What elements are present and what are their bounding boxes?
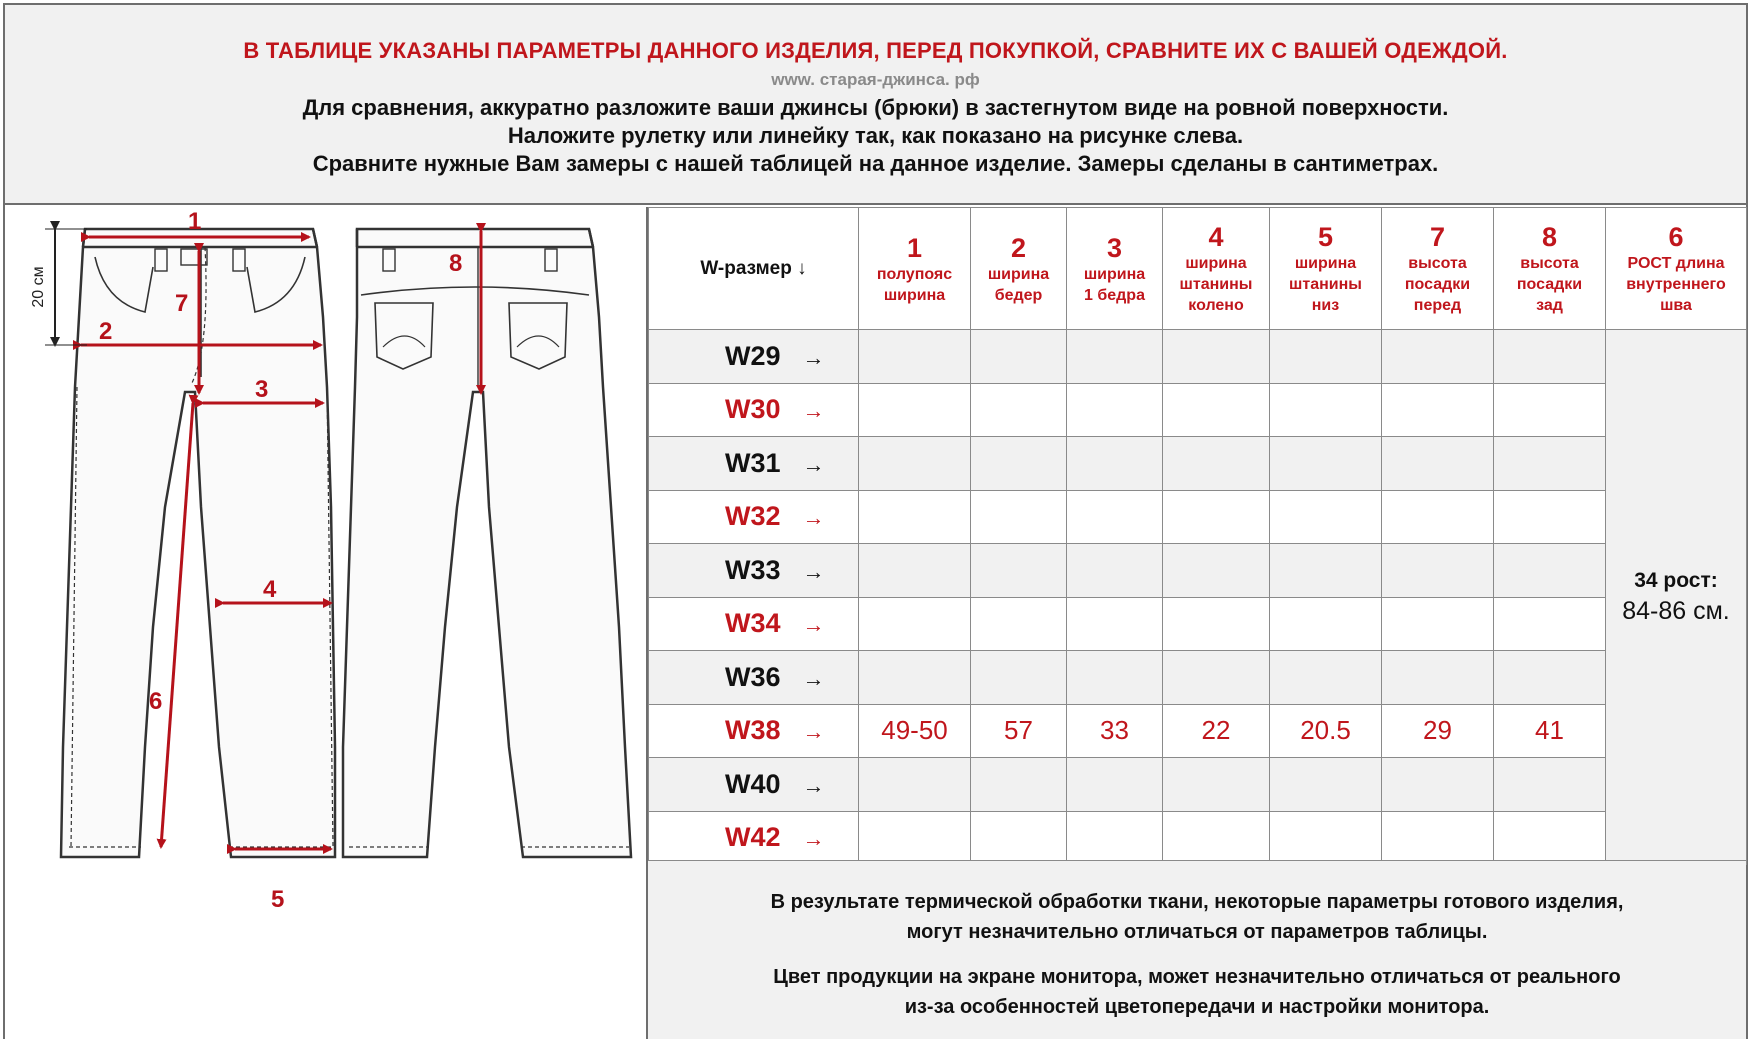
scale-label: 20 см bbox=[30, 266, 47, 308]
header-col-1: 1 полупояс ширина bbox=[859, 208, 971, 330]
label-6: 6 bbox=[149, 688, 163, 715]
value-cell bbox=[1067, 811, 1163, 865]
value-cell bbox=[859, 597, 971, 651]
header-size: W-размер ↓ bbox=[649, 208, 859, 330]
instruction-line-3: Сравните нужные Вам замеры с нашей таблицей на данное изделие. Замеры сделаны в сантиметрах. bbox=[312, 151, 1439, 176]
label-5: 5 bbox=[271, 886, 285, 913]
value-cell bbox=[1494, 383, 1606, 437]
label-7: 7 bbox=[175, 290, 189, 317]
value-cell bbox=[1270, 597, 1382, 651]
value-cell bbox=[971, 383, 1067, 437]
header-col-6: 6 РОСТ длина внутреннего шва bbox=[1606, 208, 1747, 330]
rost-cell: 34 рост: 84-86 см. bbox=[1606, 330, 1747, 865]
table-row bbox=[649, 544, 1747, 598]
header-col-3: 3 ширина 1 бедра bbox=[1067, 208, 1163, 330]
value-cell bbox=[859, 383, 971, 437]
value-cell bbox=[1382, 490, 1494, 544]
value-cell bbox=[1494, 651, 1606, 705]
value-cell bbox=[971, 651, 1067, 705]
value-cell bbox=[1067, 758, 1163, 812]
right-arrow-icon: → bbox=[802, 772, 825, 798]
size-cell: W38 → bbox=[649, 704, 859, 758]
value-cell: 57 bbox=[971, 704, 1067, 758]
right-arrow-icon: → bbox=[802, 826, 825, 852]
value-cell bbox=[1067, 597, 1163, 651]
value-cell: 20.5 bbox=[1270, 704, 1382, 758]
value-cell bbox=[1163, 597, 1270, 651]
value-cell bbox=[1382, 651, 1494, 705]
value-cell: 33 bbox=[1067, 704, 1163, 758]
value-cell bbox=[859, 544, 971, 598]
value-cell bbox=[859, 651, 971, 705]
jeans-diagram bbox=[5, 207, 647, 1039]
value-cell: 29 bbox=[1382, 704, 1494, 758]
right-arrow-icon: → bbox=[802, 719, 825, 745]
value-cell: 49-50 bbox=[859, 704, 971, 758]
header-panel bbox=[5, 5, 1746, 205]
value-cell bbox=[1270, 544, 1382, 598]
size-chart-frame bbox=[3, 3, 1748, 1039]
table-row bbox=[649, 597, 1747, 651]
size-cell: W42 → bbox=[649, 811, 859, 865]
value-cell bbox=[1067, 383, 1163, 437]
value-cell bbox=[1494, 811, 1606, 865]
table-row bbox=[649, 758, 1747, 812]
size-cell: W30 → bbox=[649, 383, 859, 437]
instruction-line-1: Для сравнения, аккуратно разложите ваши джинсы (брюки) в застегнутом виде на ровной поверхности. bbox=[302, 95, 1449, 120]
table-row bbox=[649, 704, 1747, 758]
value-cell bbox=[1382, 597, 1494, 651]
value-cell bbox=[971, 597, 1067, 651]
size-cell: W29 → bbox=[649, 330, 859, 384]
value-cell bbox=[1067, 490, 1163, 544]
value-cell bbox=[1067, 330, 1163, 384]
value-cell bbox=[1163, 330, 1270, 384]
footer-note-3: Цвет продукции на экране монитора, может незначительно отличаться от реального bbox=[773, 966, 1621, 988]
label-1: 1 bbox=[188, 208, 202, 235]
value-cell bbox=[1494, 544, 1606, 598]
value-cell bbox=[1494, 437, 1606, 491]
header-col-2: 2 ширина бедер bbox=[971, 208, 1067, 330]
value-cell bbox=[1494, 490, 1606, 544]
table-header-row bbox=[649, 208, 1747, 330]
value-cell bbox=[1163, 811, 1270, 865]
value-cell bbox=[1494, 597, 1606, 651]
value-cell bbox=[1067, 651, 1163, 705]
table-row bbox=[649, 437, 1747, 491]
jeans-measurement-drawing bbox=[5, 207, 647, 1039]
size-cell: W33 → bbox=[649, 544, 859, 598]
footer-note-2: могут незначительно отличаться от параметров таблицы. bbox=[906, 921, 1488, 943]
value-cell bbox=[859, 490, 971, 544]
footer-note-4: из-за особенностей цветопередачи и настройки монитора. bbox=[904, 996, 1490, 1018]
size-cell: W32 → bbox=[649, 490, 859, 544]
value-cell bbox=[971, 330, 1067, 384]
label-8: 8 bbox=[449, 250, 463, 277]
value-cell bbox=[1163, 544, 1270, 598]
right-arrow-icon: → bbox=[802, 505, 825, 531]
value-cell bbox=[1163, 758, 1270, 812]
value-cell bbox=[971, 437, 1067, 491]
warning-title: В ТАБЛИЦЕ УКАЗАНЫ ПАРАМЕТРЫ ДАННОГО ИЗДЕЛИЯ, ПЕРЕД ПОКУПКОЙ, СРАВНИТЕ ИХ С ВАШЕЙ ОДЕЖДОЙ. bbox=[243, 38, 1508, 63]
value-cell bbox=[1270, 758, 1382, 812]
value-cell bbox=[1382, 383, 1494, 437]
right-arrow-icon: → bbox=[802, 612, 825, 638]
right-arrow-icon: → bbox=[802, 665, 825, 691]
value-cell bbox=[971, 758, 1067, 812]
value-cell bbox=[971, 544, 1067, 598]
value-cell: 41 bbox=[1494, 704, 1606, 758]
value-cell bbox=[1163, 651, 1270, 705]
value-cell bbox=[1270, 651, 1382, 705]
right-arrow-icon: → bbox=[802, 451, 825, 477]
value-cell bbox=[1382, 437, 1494, 491]
footer-notes bbox=[648, 860, 1746, 1039]
value-cell bbox=[1067, 544, 1163, 598]
instruction-line-2: Наложите рулетку или линейку так, как показано на рисунке слева. bbox=[507, 123, 1244, 148]
value-cell bbox=[1494, 330, 1606, 384]
value-cell bbox=[859, 758, 971, 812]
header-col-4: 4 ширина штанины колено bbox=[1163, 208, 1270, 330]
right-arrow-icon: → bbox=[802, 398, 825, 424]
value-cell bbox=[1270, 490, 1382, 544]
value-cell bbox=[1494, 758, 1606, 812]
value-cell bbox=[1163, 383, 1270, 437]
value-cell bbox=[1382, 758, 1494, 812]
size-cell: W34 → bbox=[649, 597, 859, 651]
label-2: 2 bbox=[99, 318, 113, 345]
value-cell bbox=[1382, 330, 1494, 384]
value-cell bbox=[1270, 330, 1382, 384]
table-row bbox=[649, 383, 1747, 437]
right-arrow-icon: → bbox=[802, 344, 825, 370]
footer-note-1: В результате термической обработки ткани, некоторые параметры готового изделия, bbox=[770, 891, 1624, 913]
value-cell bbox=[1270, 811, 1382, 865]
table-row bbox=[649, 811, 1747, 865]
header-col-8: 8 высота посадки зад bbox=[1494, 208, 1606, 330]
value-cell bbox=[1270, 383, 1382, 437]
label-4: 4 bbox=[263, 576, 277, 603]
table-row bbox=[649, 651, 1747, 705]
value-cell bbox=[971, 490, 1067, 544]
jeans-back-view bbox=[343, 229, 631, 857]
value-cell bbox=[1067, 437, 1163, 491]
size-cell: W31 → bbox=[649, 437, 859, 491]
value-cell bbox=[971, 811, 1067, 865]
table-row bbox=[649, 330, 1747, 384]
value-cell: 22 bbox=[1163, 704, 1270, 758]
header-col-5: 5 ширина штанины низ bbox=[1270, 208, 1382, 330]
right-arrow-icon: → bbox=[802, 558, 825, 584]
size-cell: W40 → bbox=[649, 758, 859, 812]
header-col-7: 7 высота посадки перед bbox=[1382, 208, 1494, 330]
label-3: 3 bbox=[255, 376, 269, 403]
value-cell bbox=[859, 811, 971, 865]
value-cell bbox=[859, 330, 971, 384]
value-cell bbox=[1270, 437, 1382, 491]
value-cell bbox=[859, 437, 971, 491]
size-table bbox=[648, 207, 1747, 865]
size-cell: W36 → bbox=[649, 651, 859, 705]
site-url: www. старая-джинса. рф bbox=[771, 70, 980, 89]
value-cell bbox=[1163, 490, 1270, 544]
value-cell bbox=[1382, 811, 1494, 865]
value-cell bbox=[1163, 437, 1270, 491]
value-cell bbox=[1382, 544, 1494, 598]
table-row bbox=[649, 490, 1747, 544]
